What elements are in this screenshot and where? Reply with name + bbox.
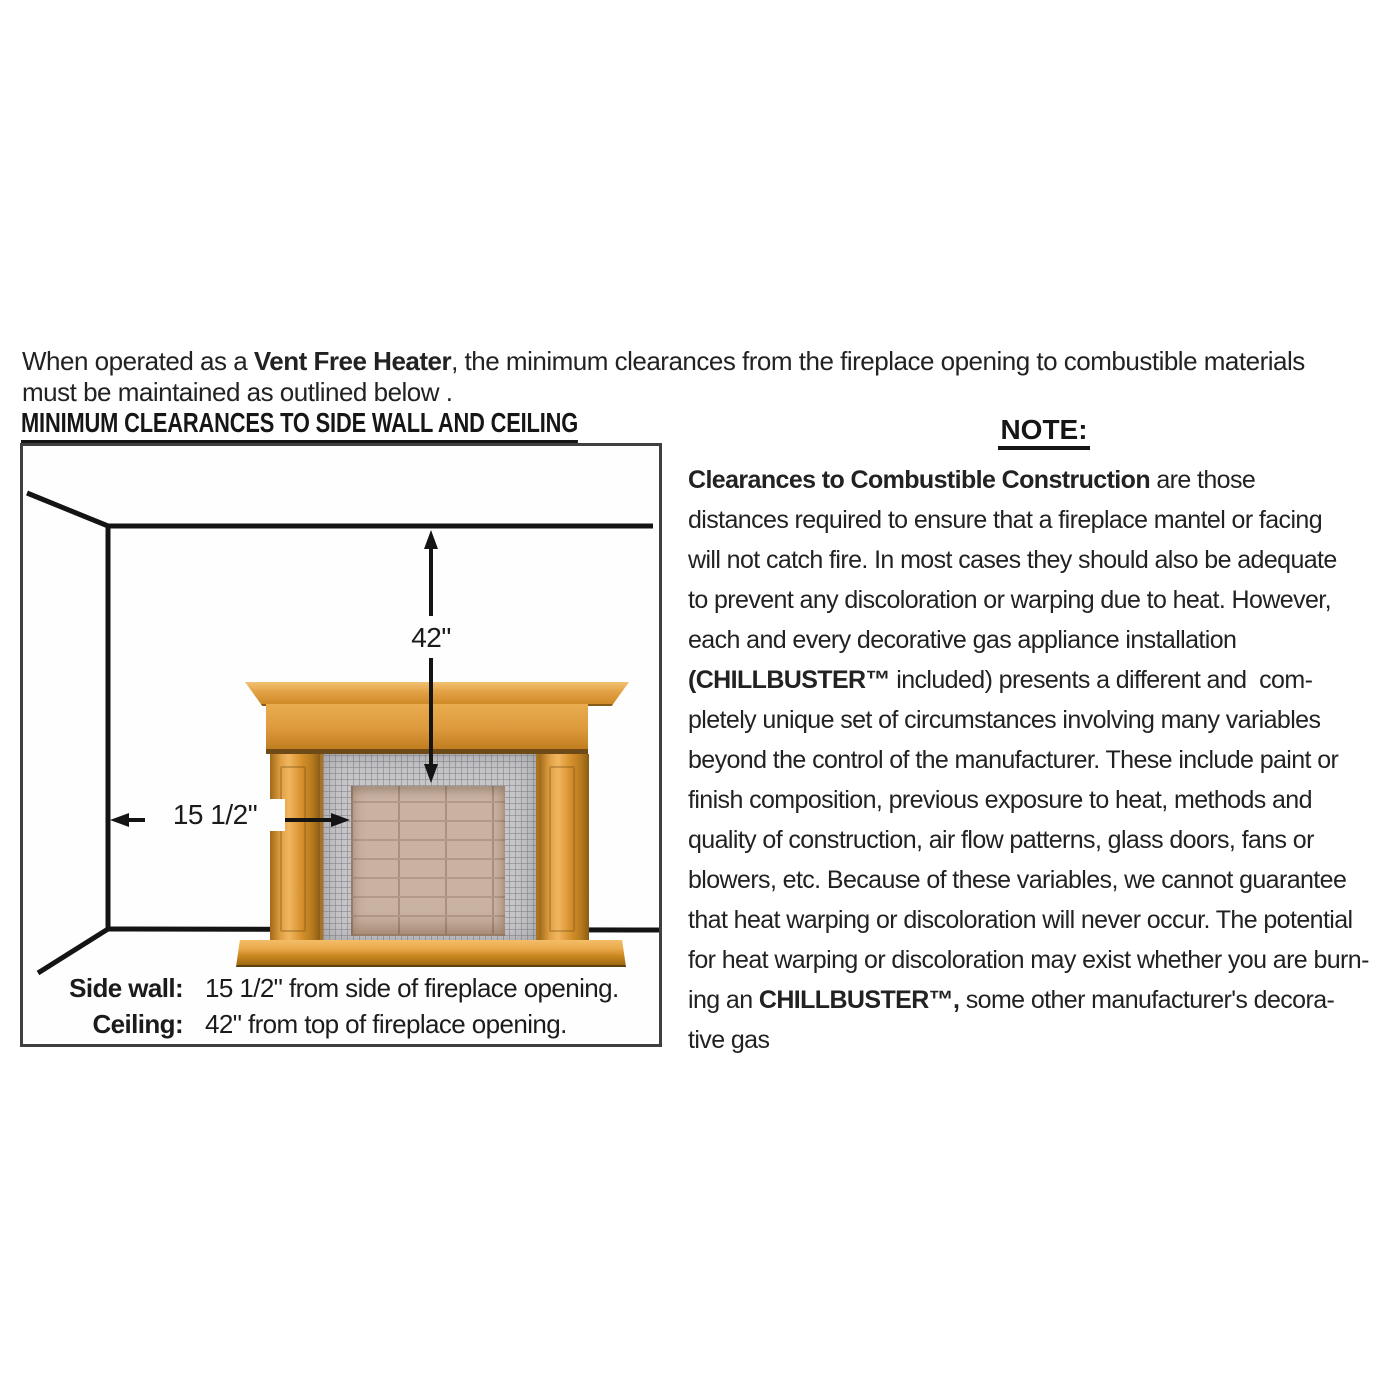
note-heading: NOTE: [688, 414, 1400, 446]
note-paragraph [688, 460, 1400, 1060]
text-line: Clearances to Combustible Construction are those [688, 466, 1256, 494]
clearances-section-heading: MINIMUM CLEARANCES TO SIDE WALL AND CEILING [21, 407, 578, 444]
text-line: each and every decorative gas appliance installation [688, 626, 1237, 654]
text-line: quality of construction, air flow patterns, glass doors, fans or [688, 826, 1314, 854]
text-line: finish composition, previous exposure to heat, methods and [688, 786, 1312, 814]
arrowhead-down [424, 764, 438, 783]
text-line: beyond the control of the manufacturer. These include paint or [688, 746, 1339, 774]
ceiling-clearance-label: 42" [391, 622, 471, 654]
text-line: blowers, etc. Because of these variables, we cannot guarantee [688, 866, 1347, 894]
side-wall-clearance-label: 15 1/2" [145, 799, 285, 831]
note-column [688, 414, 1400, 1060]
caption-value: 42" from top of fireplace opening. [205, 1009, 567, 1039]
intro-paragraph [22, 346, 1387, 408]
diagram-caption [23, 970, 653, 1042]
text-line: for heat warping or discoloration may exist whether you are burn- [688, 946, 1369, 974]
text-line: tive gas [688, 1026, 770, 1054]
arrowhead-right [331, 813, 350, 827]
dimension-arrows [23, 446, 659, 1044]
text-line: must be maintained as outlined below . [22, 377, 453, 407]
text-line: pletely unique set of circumstances involving many variables [688, 706, 1321, 734]
caption-value: 15 1/2" from side of fireplace opening. [205, 973, 619, 1003]
text-line: will not catch fire. In most cases they should also be adequate [688, 546, 1337, 574]
caption-row [23, 970, 653, 1006]
text-line: to prevent any discoloration or warping due to heat. However, [688, 586, 1331, 614]
caption-label: Ceiling: [92, 1009, 183, 1039]
caption-row [23, 1006, 653, 1042]
text-line: (CHILLBUSTER™ included) presents a different and com- [688, 666, 1313, 694]
text-line: distances required to ensure that a fireplace mantel or facing [688, 506, 1323, 534]
text-line: that heat warping or discoloration will never occur. The potential [688, 906, 1353, 934]
text-line: When operated as a Vent Free Heater, the minimum clearances from the fireplace opening to combustible materials [22, 346, 1305, 376]
text-line: ing an CHILLBUSTER™, some other manufacturer's decora- [688, 986, 1335, 1014]
caption-label: Side wall: [69, 973, 183, 1003]
clearance-diagram [20, 443, 662, 1047]
